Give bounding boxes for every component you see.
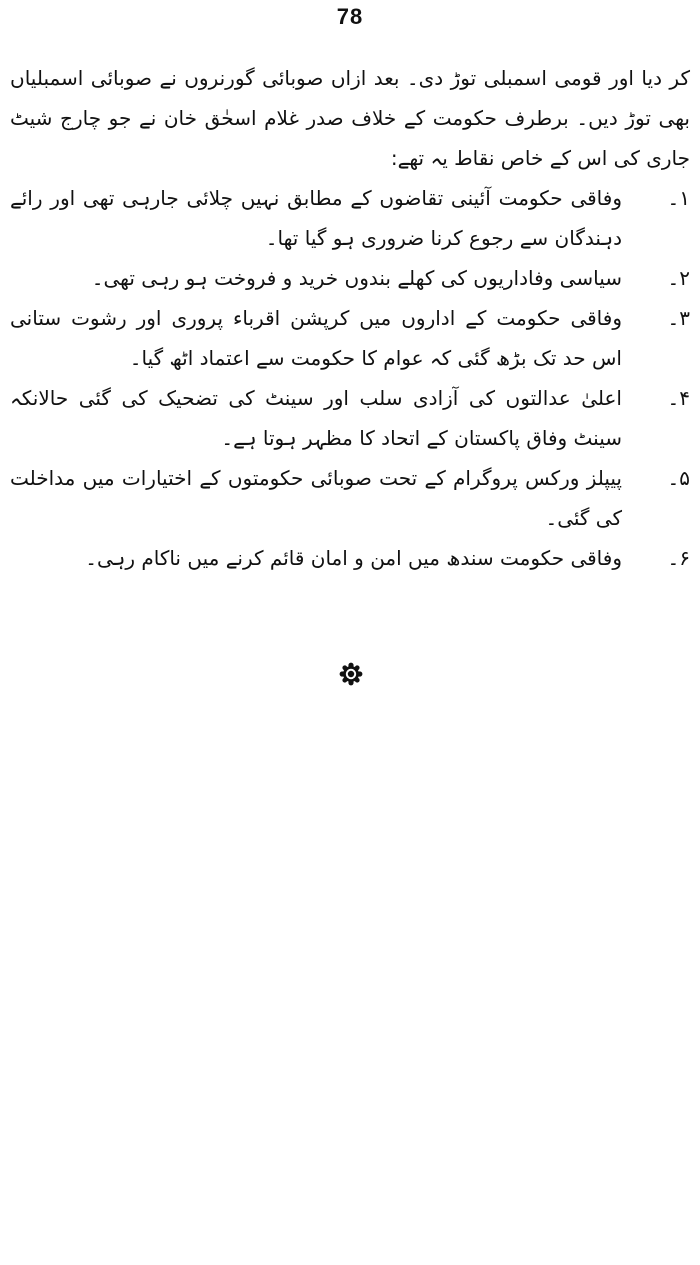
- list-item-text: وفاقی حکومت کے اداروں میں کرپشن اقرباء پروری اور رشوت ستانی اس حد تک بڑھ گئی کہ عوام کا حکومت سے اعتماد اٹھ گیا۔: [10, 306, 622, 370]
- charge-sheet-list: [10, 178, 690, 578]
- flower-ornament-icon: [339, 662, 363, 686]
- list-item: [10, 258, 690, 298]
- list-item: [10, 538, 690, 578]
- list-item: [10, 378, 690, 458]
- list-item-number: ۵۔: [667, 466, 690, 490]
- list-item-text: وفاقی حکومت سندھ میں امن و امان قائم کرنے میں ناکام رہی۔: [85, 546, 622, 570]
- list-item-text: وفاقی حکومت آئینی تقاضوں کے مطابق نہیں چلائی جارہی تھی اور رائے دہندگان سے رجوع کرنا ضروری ہو گیا تھا۔: [10, 186, 622, 250]
- list-item: [10, 458, 690, 538]
- page-body: [10, 58, 690, 578]
- list-item-text: اعلیٰ عدالتوں کی آزادی سلب اور سینٹ کی تضحیک کی گئی حالانکہ سینٹ وفاق پاکستان کے اتحاد کا مظہر ہوتا ہے۔: [10, 386, 622, 450]
- page-number: 78: [336, 4, 364, 29]
- list-item-number: ۲۔: [667, 266, 690, 290]
- list-item: [10, 298, 690, 378]
- list-item-text: پیپلز ورکس پروگرام کے تحت صوبائی حکومتوں کے اختیارات میں مداخلت کی گئی۔: [10, 466, 622, 530]
- list-item-number: ۱۔: [667, 186, 690, 210]
- list-item-number: ۶۔: [667, 546, 690, 570]
- list-item: [10, 178, 690, 258]
- list-item-number: ۴۔: [667, 386, 690, 410]
- intro-paragraph: کر دیا اور قومی اسمبلی توڑ دی۔ بعد ازاں صوبائی گورنروں نے صوبائی اسمبلیاں بھی توڑ دیں۔ برطرف حکومت کے خلاف صدر غلام اسحٰق خان نے جو چارج شیٹ جاری کی اس کے خاص نقاط یہ تھے:: [10, 66, 690, 170]
- list-item-number: ۳۔: [667, 306, 690, 330]
- list-item-text: سیاسی وفاداریوں کی کھلے بندوں خرید و فروخت ہو رہی تھی۔: [91, 266, 622, 290]
